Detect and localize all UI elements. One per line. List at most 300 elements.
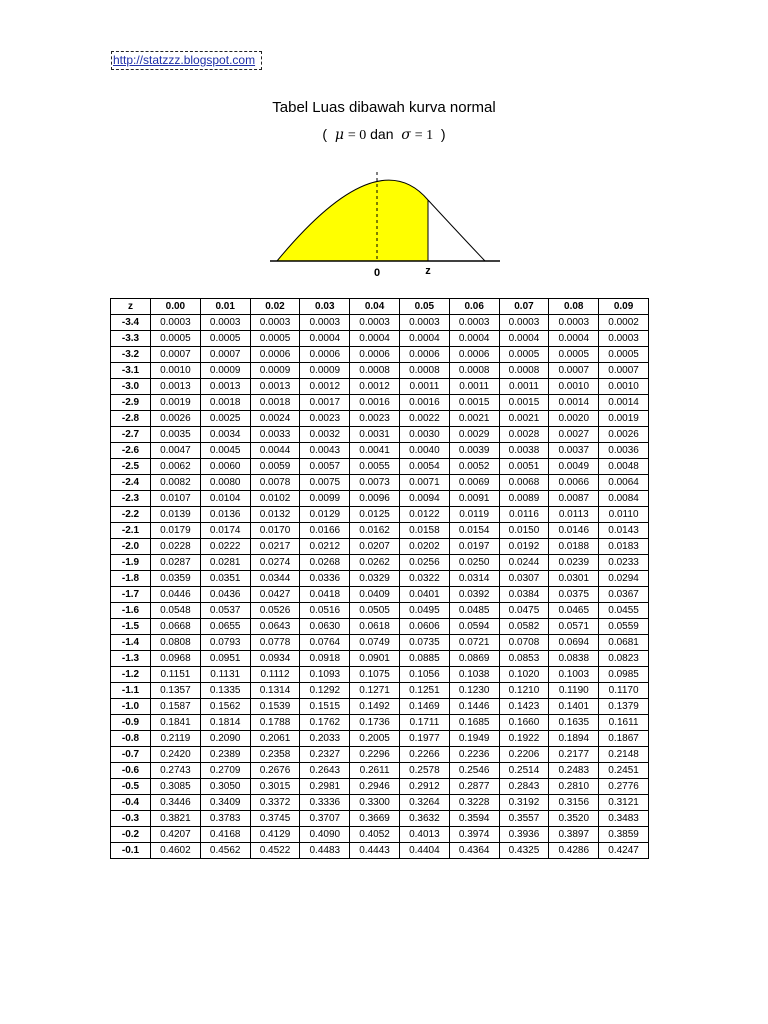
z-value-cell: -3.1 [111, 363, 151, 379]
subtitle [0, 126, 768, 144]
area-cell: 0.0122 [399, 507, 449, 523]
area-cell: 0.1020 [499, 667, 549, 683]
area-cell: 0.0008 [350, 363, 400, 379]
area-cell: 0.4562 [200, 843, 250, 859]
area-cell: 0.0158 [399, 523, 449, 539]
area-cell: 0.0003 [399, 315, 449, 331]
area-cell: 0.0222 [200, 539, 250, 555]
area-cell: 0.0089 [499, 491, 549, 507]
area-cell: 0.0116 [499, 507, 549, 523]
area-cell: 0.0032 [300, 427, 350, 443]
area-cell: 0.0036 [599, 443, 649, 459]
area-cell: 0.0129 [300, 507, 350, 523]
area-cell: 0.0004 [399, 331, 449, 347]
table-row [111, 555, 649, 571]
table-row [111, 443, 649, 459]
area-cell: 0.0009 [200, 363, 250, 379]
table-row [111, 395, 649, 411]
header-col: 0.00 [151, 299, 201, 315]
area-cell: 0.0006 [250, 347, 300, 363]
area-cell: 0.0013 [250, 379, 300, 395]
area-cell: 0.0031 [350, 427, 400, 443]
header-row [111, 299, 649, 315]
area-cell: 0.1151 [151, 667, 201, 683]
area-cell: 0.0060 [200, 459, 250, 475]
area-cell: 0.0014 [549, 395, 599, 411]
area-cell: 0.1762 [300, 715, 350, 731]
area-cell: 0.4052 [350, 827, 400, 843]
area-cell: 0.0007 [151, 347, 201, 363]
sigma-symbol: σ [401, 127, 411, 143]
table-row [111, 651, 649, 667]
sigma-value: = 1 [414, 128, 434, 143]
z-value-cell: -2.5 [111, 459, 151, 475]
area-cell: 0.0011 [499, 379, 549, 395]
area-cell: 0.1230 [449, 683, 499, 699]
area-cell: 0.0150 [499, 523, 549, 539]
area-cell: 0.1867 [599, 731, 649, 747]
area-cell: 0.0207 [350, 539, 400, 555]
table-row [111, 795, 649, 811]
z-value-cell: -2.8 [111, 411, 151, 427]
table-row [111, 763, 649, 779]
z-value-cell: -1.0 [111, 699, 151, 715]
area-cell: 0.0094 [399, 491, 449, 507]
area-cell: 0.1949 [449, 731, 499, 747]
area-cell: 0.1469 [399, 699, 449, 715]
area-cell: 0.0571 [549, 619, 599, 635]
area-cell: 0.3192 [499, 795, 549, 811]
area-cell: 0.0003 [449, 315, 499, 331]
area-cell: 0.2327 [300, 747, 350, 763]
area-cell: 0.0018 [200, 395, 250, 411]
z-value-cell: -2.1 [111, 523, 151, 539]
area-cell: 0.1736 [350, 715, 400, 731]
area-cell: 0.2119 [151, 731, 201, 747]
area-cell: 0.1131 [200, 667, 250, 683]
area-cell: 0.2033 [300, 731, 350, 747]
area-cell: 0.0110 [599, 507, 649, 523]
area-cell: 0.0015 [499, 395, 549, 411]
table-row [111, 619, 649, 635]
area-cell: 0.0918 [300, 651, 350, 667]
area-cell: 0.0708 [499, 635, 549, 651]
area-cell: 0.0465 [549, 603, 599, 619]
area-cell: 0.0038 [499, 443, 549, 459]
z-label: z [425, 265, 431, 277]
area-cell: 0.0427 [250, 587, 300, 603]
area-cell: 0.0107 [151, 491, 201, 507]
area-cell: 0.0035 [151, 427, 201, 443]
area-cell: 0.0021 [449, 411, 499, 427]
area-cell: 0.1562 [200, 699, 250, 715]
area-cell: 0.0016 [350, 395, 400, 411]
area-cell: 0.0017 [300, 395, 350, 411]
area-cell: 0.0537 [200, 603, 250, 619]
z-value-cell: -0.1 [111, 843, 151, 859]
table-row [111, 843, 649, 859]
z-value-cell: -2.9 [111, 395, 151, 411]
table-row [111, 363, 649, 379]
area-cell: 0.4090 [300, 827, 350, 843]
area-cell: 0.4013 [399, 827, 449, 843]
area-cell: 0.0268 [300, 555, 350, 571]
area-cell: 0.0351 [200, 571, 250, 587]
z-value-cell: -0.8 [111, 731, 151, 747]
area-cell: 0.0322 [399, 571, 449, 587]
area-cell: 0.1093 [300, 667, 350, 683]
area-cell: 0.0003 [499, 315, 549, 331]
area-cell: 0.0436 [200, 587, 250, 603]
mu-symbol: μ [334, 127, 344, 143]
area-cell: 0.1446 [449, 699, 499, 715]
area-cell: 0.1314 [250, 683, 300, 699]
area-cell: 0.0143 [599, 523, 649, 539]
area-cell: 0.0023 [300, 411, 350, 427]
area-cell: 0.0054 [399, 459, 449, 475]
area-cell: 0.3707 [300, 811, 350, 827]
area-cell: 0.0068 [499, 475, 549, 491]
area-cell: 0.0013 [151, 379, 201, 395]
area-cell: 0.0005 [250, 331, 300, 347]
table-row [111, 315, 649, 331]
header-col: 0.09 [599, 299, 649, 315]
header-col: 0.08 [549, 299, 599, 315]
area-cell: 0.3594 [449, 811, 499, 827]
area-cell: 0.0062 [151, 459, 201, 475]
area-cell: 0.1170 [599, 683, 649, 699]
area-cell: 0.1788 [250, 715, 300, 731]
area-cell: 0.3409 [200, 795, 250, 811]
area-cell: 0.0294 [599, 571, 649, 587]
table-row [111, 747, 649, 763]
header-z: z [111, 299, 151, 315]
area-cell: 0.1056 [399, 667, 449, 683]
area-cell: 0.0006 [350, 347, 400, 363]
area-cell: 0.2546 [449, 763, 499, 779]
table-row [111, 779, 649, 795]
area-cell: 0.0344 [250, 571, 300, 587]
z-value-cell: -2.0 [111, 539, 151, 555]
area-cell: 0.0045 [200, 443, 250, 459]
area-cell: 0.0004 [549, 331, 599, 347]
area-cell: 0.3156 [549, 795, 599, 811]
area-cell: 0.4325 [499, 843, 549, 859]
area-cell: 0.1251 [399, 683, 449, 699]
area-cell: 0.0012 [350, 379, 400, 395]
z-value-cell: -3.3 [111, 331, 151, 347]
area-cell: 0.0162 [350, 523, 400, 539]
area-cell: 0.1611 [599, 715, 649, 731]
area-cell: 0.0314 [449, 571, 499, 587]
area-cell: 0.0526 [250, 603, 300, 619]
area-cell: 0.0721 [449, 635, 499, 651]
header-col: 0.02 [250, 299, 300, 315]
z-value-cell: -1.6 [111, 603, 151, 619]
area-cell: 0.0367 [599, 587, 649, 603]
area-cell: 0.0336 [300, 571, 350, 587]
area-cell: 0.0197 [449, 539, 499, 555]
area-cell: 0.3446 [151, 795, 201, 811]
area-cell: 0.0559 [599, 619, 649, 635]
z-value-cell: -1.7 [111, 587, 151, 603]
area-cell: 0.3745 [250, 811, 300, 827]
area-cell: 0.0005 [599, 347, 649, 363]
area-cell: 0.3300 [350, 795, 400, 811]
area-cell: 0.1894 [549, 731, 599, 747]
area-cell: 0.0066 [549, 475, 599, 491]
area-cell: 0.0985 [599, 667, 649, 683]
z-value-cell: -2.3 [111, 491, 151, 507]
z-value-cell: -3.2 [111, 347, 151, 363]
area-cell: 0.4286 [549, 843, 599, 859]
area-cell: 0.0102 [250, 491, 300, 507]
area-cell: 0.1038 [449, 667, 499, 683]
area-cell: 0.2206 [499, 747, 549, 763]
area-cell: 0.2236 [449, 747, 499, 763]
table-row [111, 635, 649, 651]
area-cell: 0.1401 [549, 699, 599, 715]
area-cell: 0.0008 [449, 363, 499, 379]
area-cell: 0.0239 [549, 555, 599, 571]
area-cell: 0.0495 [399, 603, 449, 619]
area-cell: 0.1814 [200, 715, 250, 731]
area-cell: 0.1379 [599, 699, 649, 715]
area-cell: 0.1335 [200, 683, 250, 699]
area-cell: 0.2389 [200, 747, 250, 763]
area-cell: 0.0136 [200, 507, 250, 523]
area-cell: 0.1423 [499, 699, 549, 715]
z-value-cell: -3.0 [111, 379, 151, 395]
area-cell: 0.2676 [250, 763, 300, 779]
area-cell: 0.2358 [250, 747, 300, 763]
area-cell: 0.2578 [399, 763, 449, 779]
z-value-cell: -0.2 [111, 827, 151, 843]
z-value-cell: -2.4 [111, 475, 151, 491]
area-cell: 0.0582 [499, 619, 549, 635]
area-cell: 0.0002 [599, 315, 649, 331]
area-cell: 0.0073 [350, 475, 400, 491]
area-cell: 0.0212 [300, 539, 350, 555]
area-cell: 0.1210 [499, 683, 549, 699]
area-cell: 0.0869 [449, 651, 499, 667]
area-cell: 0.2090 [200, 731, 250, 747]
area-cell: 0.0004 [499, 331, 549, 347]
area-cell: 0.4207 [151, 827, 201, 843]
area-cell: 0.0034 [200, 427, 250, 443]
area-cell: 0.4483 [300, 843, 350, 859]
area-cell: 0.2514 [499, 763, 549, 779]
area-cell: 0.3859 [599, 827, 649, 843]
area-cell: 0.0901 [350, 651, 400, 667]
table-row [111, 507, 649, 523]
table-row [111, 539, 649, 555]
area-cell: 0.0375 [549, 587, 599, 603]
open-paren: ( [322, 126, 328, 142]
area-cell: 0.0004 [449, 331, 499, 347]
table-row [111, 411, 649, 427]
area-cell: 0.2810 [549, 779, 599, 795]
area-cell: 0.0016 [399, 395, 449, 411]
area-cell: 0.0202 [399, 539, 449, 555]
area-cell: 0.0052 [449, 459, 499, 475]
area-cell: 0.0446 [151, 587, 201, 603]
area-cell: 0.0033 [250, 427, 300, 443]
area-cell: 0.4404 [399, 843, 449, 859]
area-cell: 0.2611 [350, 763, 400, 779]
area-cell: 0.0047 [151, 443, 201, 459]
area-cell: 0.3974 [449, 827, 499, 843]
area-cell: 0.0007 [599, 363, 649, 379]
area-cell: 0.0749 [350, 635, 400, 651]
area-cell: 0.1685 [449, 715, 499, 731]
area-cell: 0.0250 [449, 555, 499, 571]
area-cell: 0.0099 [300, 491, 350, 507]
area-cell: 0.3632 [399, 811, 449, 827]
z-value-cell: -0.9 [111, 715, 151, 731]
curve-right-line [428, 200, 485, 261]
area-cell: 0.0643 [250, 619, 300, 635]
area-cell: 0.4364 [449, 843, 499, 859]
table-row [111, 667, 649, 683]
area-cell: 0.0010 [549, 379, 599, 395]
area-cell: 0.2877 [449, 779, 499, 795]
table-row [111, 715, 649, 731]
area-cell: 0.0188 [549, 539, 599, 555]
table-row [111, 459, 649, 475]
area-cell: 0.0043 [300, 443, 350, 459]
area-cell: 0.3228 [449, 795, 499, 811]
area-cell: 0.0005 [151, 331, 201, 347]
header-col: 0.01 [200, 299, 250, 315]
area-cell: 0.2005 [350, 731, 400, 747]
z-value-cell: -1.5 [111, 619, 151, 635]
area-cell: 0.0022 [399, 411, 449, 427]
area-cell: 0.0735 [399, 635, 449, 651]
area-cell: 0.0006 [449, 347, 499, 363]
area-cell: 0.0024 [250, 411, 300, 427]
area-cell: 0.0179 [151, 523, 201, 539]
area-cell: 0.0029 [449, 427, 499, 443]
table-row [111, 347, 649, 363]
area-cell: 0.0040 [399, 443, 449, 459]
area-cell: 0.0475 [499, 603, 549, 619]
area-cell: 0.1660 [499, 715, 549, 731]
area-cell: 0.0256 [399, 555, 449, 571]
area-cell: 0.0668 [151, 619, 201, 635]
area-cell: 0.0011 [399, 379, 449, 395]
area-cell: 0.2061 [250, 731, 300, 747]
area-cell: 0.2451 [599, 763, 649, 779]
area-cell: 0.0075 [300, 475, 350, 491]
z-value-cell: -2.6 [111, 443, 151, 459]
area-cell: 0.0694 [549, 635, 599, 651]
z-value-cell: -1.9 [111, 555, 151, 571]
area-cell: 0.4443 [350, 843, 400, 859]
area-cell: 0.3050 [200, 779, 250, 795]
area-cell: 0.0307 [499, 571, 549, 587]
area-cell: 0.0018 [250, 395, 300, 411]
area-cell: 0.1841 [151, 715, 201, 731]
area-cell: 0.2643 [300, 763, 350, 779]
area-cell: 0.0853 [499, 651, 549, 667]
area-cell: 0.0655 [200, 619, 250, 635]
area-cell: 0.0146 [549, 523, 599, 539]
area-cell: 0.0401 [399, 587, 449, 603]
area-cell: 0.0011 [449, 379, 499, 395]
area-cell: 0.2709 [200, 763, 250, 779]
area-cell: 0.0003 [350, 315, 400, 331]
table-row [111, 571, 649, 587]
area-cell: 0.3372 [250, 795, 300, 811]
area-cell: 0.0010 [151, 363, 201, 379]
area-cell: 0.0071 [399, 475, 449, 491]
z-value-cell: -1.8 [111, 571, 151, 587]
area-cell: 0.1003 [549, 667, 599, 683]
z-value-cell: -0.3 [111, 811, 151, 827]
area-cell: 0.0014 [599, 395, 649, 411]
table-row [111, 827, 649, 843]
area-cell: 0.0764 [300, 635, 350, 651]
area-cell: 0.0170 [250, 523, 300, 539]
area-cell: 0.0069 [449, 475, 499, 491]
table-row [111, 683, 649, 699]
area-cell: 0.0005 [200, 331, 250, 347]
area-cell: 0.0274 [250, 555, 300, 571]
area-cell: 0.0080 [200, 475, 250, 491]
area-cell: 0.0968 [151, 651, 201, 667]
area-cell: 0.0951 [200, 651, 250, 667]
area-cell: 0.0154 [449, 523, 499, 539]
area-cell: 0.0008 [499, 363, 549, 379]
area-cell: 0.0006 [399, 347, 449, 363]
table-row [111, 811, 649, 827]
area-cell: 0.0113 [549, 507, 599, 523]
area-cell: 0.2483 [549, 763, 599, 779]
area-cell: 0.0359 [151, 571, 201, 587]
area-cell: 0.3520 [549, 811, 599, 827]
area-cell: 0.1711 [399, 715, 449, 731]
blog-link[interactable]: http://statzzz.blogspot.com [111, 51, 262, 70]
area-cell: 0.2420 [151, 747, 201, 763]
area-cell: 0.0084 [599, 491, 649, 507]
area-cell: 0.0281 [200, 555, 250, 571]
area-cell: 0.2776 [599, 779, 649, 795]
area-cell: 0.2946 [350, 779, 400, 795]
table-row [111, 731, 649, 747]
mu-value: = 0 [347, 128, 367, 143]
area-cell: 0.1112 [250, 667, 300, 683]
area-cell: 0.0119 [449, 507, 499, 523]
area-cell: 0.2981 [300, 779, 350, 795]
header-col: 0.04 [350, 299, 400, 315]
area-cell: 0.0174 [200, 523, 250, 539]
area-cell: 0.2843 [499, 779, 549, 795]
area-cell: 0.3264 [399, 795, 449, 811]
table-row [111, 587, 649, 603]
area-cell: 0.0037 [549, 443, 599, 459]
area-cell: 0.0104 [200, 491, 250, 507]
area-cell: 0.0630 [300, 619, 350, 635]
area-cell: 0.0004 [300, 331, 350, 347]
area-cell: 0.0329 [350, 571, 400, 587]
area-cell: 0.0019 [151, 395, 201, 411]
area-cell: 0.0301 [549, 571, 599, 587]
z-table [110, 298, 649, 859]
z-value-cell: -1.1 [111, 683, 151, 699]
area-cell: 0.0132 [250, 507, 300, 523]
z-value-cell: -1.4 [111, 635, 151, 651]
